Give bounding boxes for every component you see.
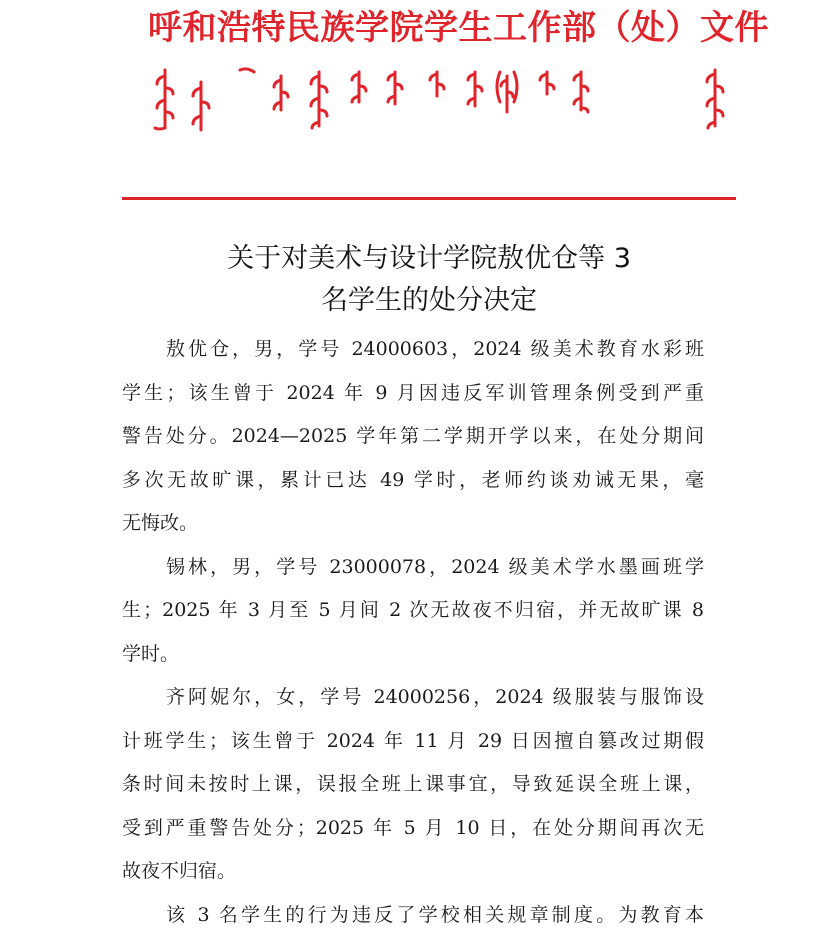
mongolian-word xyxy=(492,66,522,136)
mongolian-word xyxy=(700,66,730,136)
body-line: 学生；该生曾于 2024 年 9 月因违反军训管理条例受到严重 xyxy=(122,381,704,404)
mongolian-word xyxy=(566,66,596,136)
mongolian-word xyxy=(232,66,262,136)
header-divider-rule xyxy=(122,197,736,200)
mongolian-word xyxy=(150,66,180,136)
body-line: 生；2025 年 3 月至 5 月间 2 次无故夜不归宿，并无故旷课 8 xyxy=(122,599,704,621)
body-line: 条时间未按时上课，误报全班上课事宜，导致延误全班上课， xyxy=(122,773,704,795)
body-line: 受到严重警告处分；2025 年 5 月 10 日，在处分期间再次无 xyxy=(122,816,704,839)
mongolian-word xyxy=(532,66,562,136)
body-line: 多次无故旷课，累计已达 49 学时，老师约谈劝诫无果，毫 xyxy=(122,468,704,491)
document-title xyxy=(122,238,736,322)
body-line: 学时。 xyxy=(122,642,180,665)
body-line: 齐阿妮尔，女，学号 24000256，2024 级服装与服饰设 xyxy=(166,686,704,708)
mongolian-word xyxy=(422,66,452,136)
body-line: 锡林，男，学号 23000078，2024 级美术学水墨画班学 xyxy=(166,555,704,578)
mongolian-word xyxy=(380,66,410,136)
title-line-1: 关于对美术与设计学院敖优仓等 3 xyxy=(227,243,631,274)
document-body xyxy=(122,328,704,937)
body-line: 故夜不归宿。 xyxy=(122,860,237,882)
mongolian-script-header xyxy=(140,66,740,136)
body-line: 该 3 名学生的行为违反了学校相关规章制度。为教育本 xyxy=(166,903,704,926)
mongolian-word xyxy=(344,66,374,136)
mongolian-word xyxy=(460,66,490,136)
mongolian-word xyxy=(186,66,216,136)
body-line: 无悔改。 xyxy=(122,512,199,534)
body-line: 敖优仓，男，学号 24000603，2024 级美术教育水彩班 xyxy=(166,338,704,360)
mongolian-word xyxy=(266,66,296,136)
title-line-2: 名学生的处分决定 xyxy=(321,285,537,316)
body-line: 警告处分。2024—2025 学年第二学期开学以来，在处分期间 xyxy=(122,425,704,447)
body-line: 计班学生；该生曾于 2024 年 11 月 29 日因擅自篡改过期假 xyxy=(122,729,704,752)
issuing-office-header: 呼和浩特民族学院学生工作部（处）文件 xyxy=(148,8,769,48)
mongolian-word xyxy=(304,66,334,136)
